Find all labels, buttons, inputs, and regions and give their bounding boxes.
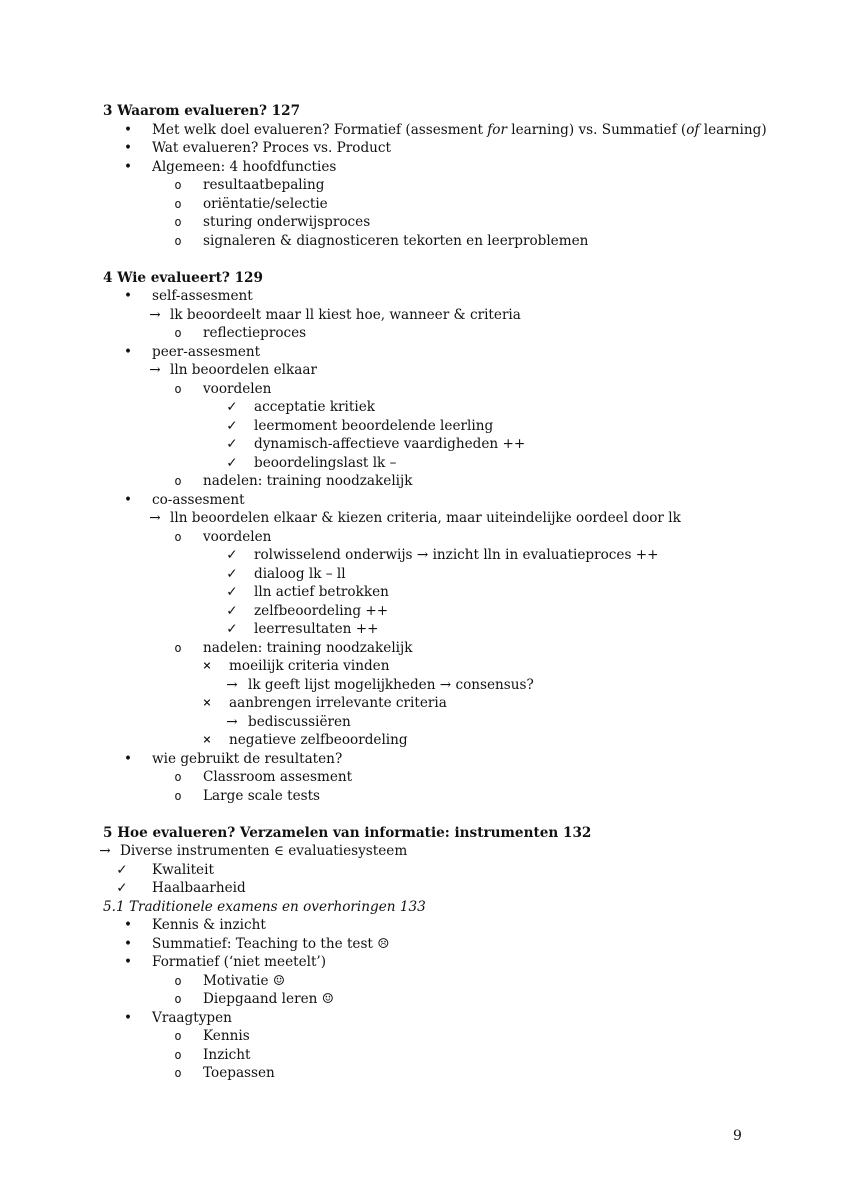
check-icon: ✓ (116, 861, 128, 878)
check-icon: ✓ (226, 417, 238, 434)
line-text: reflectieproces (203, 325, 307, 341)
check-icon: ✓ (116, 880, 128, 896)
line-text: nadelen: training noodzakelijk (203, 473, 413, 489)
circle-marker: o (174, 992, 182, 1006)
line-text: leermoment beoordelende leerling (254, 417, 494, 434)
line-text: 5 Hoe evalueren? Verzamelen van informatie: instrumenten 132 (103, 824, 592, 841)
line-text: Algemeen: 4 hoofdfuncties (152, 158, 337, 175)
line-text: Inzicht (203, 1046, 251, 1063)
line-text: Kennis (203, 1028, 250, 1044)
line-text: aanbrengen irrelevante criteria (229, 695, 447, 711)
bullet-marker: • (123, 935, 133, 952)
check-icon: ✓ (226, 602, 238, 619)
circle-marker: o (174, 474, 182, 488)
bullet-marker: • (123, 954, 133, 970)
line-text: sturing onderwijsproces (203, 214, 371, 230)
circle-marker: o (174, 973, 182, 988)
line-text: peer-assesment (152, 343, 261, 360)
line-text: Motivatie ☺ (203, 972, 286, 989)
circle-marker: o (174, 215, 182, 229)
line-text: Wat evalueren? Proces vs. Product (152, 140, 392, 156)
line-text: Vraagtypen (152, 1009, 232, 1026)
circle-marker: o (174, 178, 182, 192)
check-icon: ✓ (226, 621, 238, 637)
line-text: lln actief betrokken (254, 584, 389, 600)
line-text: beoordelingslast lk – (254, 454, 397, 471)
bullet-marker: • (123, 121, 133, 138)
line-text: Haalbaarheid (152, 880, 246, 896)
line-text: Large scale tests (203, 787, 321, 804)
line-text: Kwaliteit (152, 861, 214, 878)
text-segment: learning) (699, 121, 767, 138)
circle-marker: o (174, 770, 182, 784)
line-text: rolwisselend onderwijs → inzicht lln in evaluatieproces ++ (254, 547, 659, 563)
text-segment: learning) vs. Summatief ( (506, 121, 687, 138)
circle-marker: o (174, 1047, 182, 1062)
line-text: bediscussiëren (248, 713, 351, 730)
line-text: nadelen: training noodzakelijk (203, 639, 413, 656)
check-icon: ✓ (226, 436, 238, 452)
line-text: Toepassen (203, 1065, 275, 1081)
line-text: negatieve zelfbeoordeling (229, 732, 408, 748)
check-icon: ✓ (226, 454, 238, 471)
line-text: resultaatbepaling (203, 177, 325, 193)
bullet-marker: • (123, 158, 133, 175)
line-text: co-assesment (152, 491, 245, 508)
bullet-marker: • (123, 491, 133, 508)
line-text (152, 121, 767, 140)
line-text: leerresultaten ++ (254, 621, 379, 637)
line-text: lln beoordelen elkaar & kiezen criteria, maar uiteindelijke oordeel door lk (170, 510, 681, 526)
line-text: acceptatie kritiek (254, 399, 375, 415)
line-text: Formatief (‘niet meetelt’) (152, 954, 327, 970)
line-text: voordelen (203, 380, 272, 397)
line-text: lk geeft lijst mogelijkheden → consensus? (248, 676, 534, 693)
line-text: 5.1 Traditionele examens en overhoringen 133 (103, 898, 426, 915)
line-text: Classroom assesment (203, 769, 353, 785)
arrow-icon: → (99, 843, 111, 859)
page-number: 9 (733, 1128, 742, 1144)
circle-marker: o (174, 233, 182, 248)
check-icon: ✓ (226, 584, 238, 600)
bullet-marker: • (123, 750, 133, 767)
text-segment: Met welk doel evalueren? Formatief (assesment (152, 121, 488, 138)
circle-marker: o (174, 196, 182, 211)
bullet-marker: • (123, 140, 133, 156)
check-icon: ✓ (226, 565, 238, 582)
line-text: Summatief: Teaching to the test ☹ (152, 935, 390, 952)
line-text: 4 Wie evalueert? 129 (103, 269, 263, 286)
arrow-icon: → (149, 306, 161, 323)
circle-marker: o (174, 381, 182, 396)
bullet-marker: • (123, 288, 133, 304)
circle-marker: o (174, 529, 182, 544)
arrow-icon: → (226, 713, 238, 730)
line-text: Diverse instrumenten ∈ evaluatiesysteem (120, 843, 408, 859)
circle-marker: o (174, 1029, 182, 1043)
line-text: signaleren & diagnosticeren tekorten en leerproblemen (203, 232, 589, 249)
line-text: Kennis & inzicht (152, 917, 266, 933)
cross-icon: × (202, 696, 212, 709)
line-text: lk beoordeelt maar ll kiest hoe, wanneer & criteria (170, 306, 521, 323)
arrow-icon: → (149, 362, 161, 378)
arrow-icon: → (226, 676, 238, 693)
bullet-marker: • (123, 343, 133, 360)
cross-icon: × (202, 733, 212, 746)
cross-icon: × (202, 659, 212, 672)
line-text: oriëntatie/selectie (203, 195, 328, 212)
line-text: zelfbeoordeling ++ (254, 602, 389, 619)
line-text: voordelen (203, 528, 272, 545)
line-text: Diepgaand leren ☺ (203, 991, 334, 1007)
circle-marker: o (174, 640, 182, 655)
italic-text: of (686, 121, 700, 138)
line-text: wie gebruikt de resultaten? (152, 750, 343, 767)
check-icon: ✓ (226, 547, 238, 563)
line-text: moeilijk criteria vinden (229, 658, 390, 674)
line-text: dialoog lk – ll (254, 565, 346, 582)
check-icon: ✓ (226, 399, 238, 415)
italic-text: for (487, 121, 507, 138)
circle-marker: o (174, 788, 182, 803)
line-text: self-assesment (152, 288, 253, 304)
bullet-marker: • (123, 917, 133, 933)
circle-marker: o (174, 326, 182, 340)
line-text: dynamisch-affectieve vaardigheden ++ (254, 436, 526, 452)
bullet-marker: • (123, 1009, 133, 1026)
line-text: lln beoordelen elkaar (170, 362, 317, 378)
line-text: 3 Waarom evalueren? 127 (103, 103, 301, 119)
arrow-icon: → (149, 510, 161, 526)
circle-marker: o (174, 1066, 182, 1080)
